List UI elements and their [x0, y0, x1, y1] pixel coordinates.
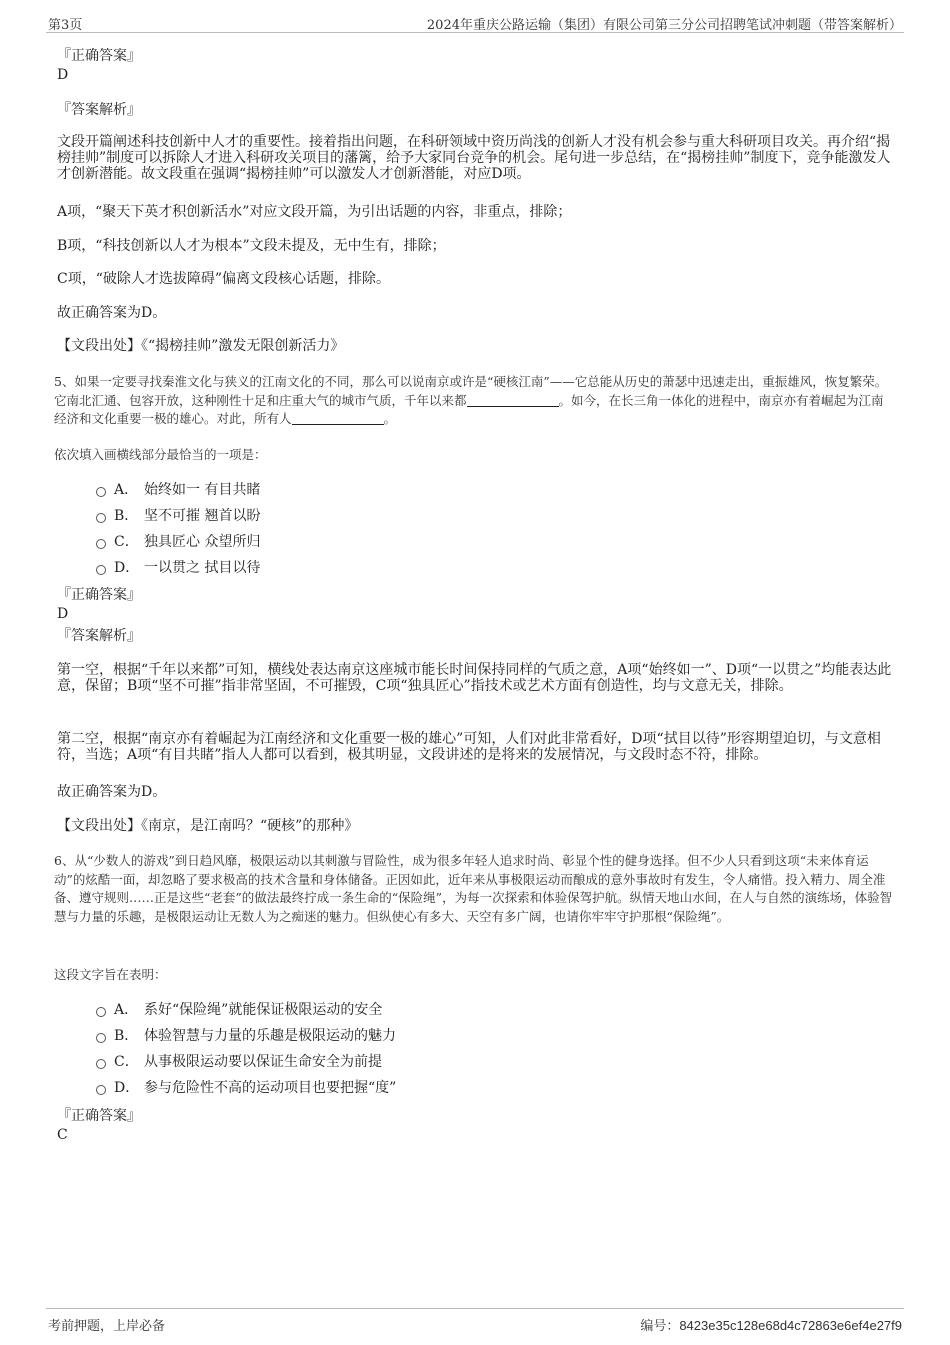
fill-blank-2 [292, 412, 384, 425]
q6-option-b[interactable]: B． 体验智慧与力量的乐趣是极限运动的魅力 [96, 1028, 396, 1045]
analysis-paragraph-2: 第二空，根据“南京亦有着崛起为江南经济和文化重要一极的雄心”可知，人们对此非常看好，D项“拭目以待”形容期望迫切，与文意相符，当选；A项“有目共睹”指人人都可以看到，极其明显，文段讲述的是将来的发展情况，与文段时态不符，排除。 [57, 731, 881, 763]
radio-icon[interactable] [96, 513, 106, 523]
document-title: 2024年重庆公路运输（集团）有限公司第三分公司招聘笔试冲刺题（带答案解析） [426, 18, 902, 33]
radio-icon[interactable] [96, 487, 106, 497]
answer-label: 『正确答案』 [57, 48, 141, 64]
footer-slogan: 考前押题，上岸必备 [48, 1319, 166, 1334]
answer-label: 『正确答案』 [57, 587, 141, 603]
source: 【文段出处】《南京，是江南吗？“硬核”的那种》 [57, 818, 359, 834]
radio-icon[interactable] [96, 1085, 106, 1095]
answer-value: C [57, 1127, 68, 1143]
q5-option-a[interactable]: A． 始终如一 有目共睹 [96, 482, 260, 499]
radio-icon[interactable] [96, 1033, 106, 1043]
answer-label: 『正确答案』 [57, 1108, 141, 1124]
analysis-option-c: C项，“破除人才选拔障碍”偏离文段核心话题，排除。 [57, 271, 391, 287]
analysis-paragraph-1: 第一空，根据“千年以来都”可知，横线处表达南京这座城市能长时间保持同样的气质之意，A项“始终如一”、D项“一以贯之”均能表达此意，保留；B项“坚不可摧”指非常坚固，不可摧毁，C项“独具匠心”指技术或艺术方面有创造性，均与文意无关，排除。 [57, 662, 892, 694]
analysis-option-a: A项，“聚天下英才积创新活水”对应文段开篇，为引出话题的内容，非重点，排除； [57, 204, 572, 220]
radio-icon[interactable] [96, 1007, 106, 1017]
analysis-label: 『答案解析』 [57, 102, 141, 118]
analysis-paragraph: 文段开篇阐述科技创新中人才的重要性。接着指出问题，在科研领域中资历尚浅的创新人才没有机会参与重大科研项目攻关。再介绍“揭榜挂帅”制度可以拆除人才进入科研攻关项目的藩篱，给予大家同台竞争的机会。尾句进一步总结，在“揭榜挂帅”制度下，竞争能激发人才创新潜能。故文段重在强调“揭榜挂帅”可以激发人才创新潜能，对应D项。 [57, 134, 891, 182]
question-6-prompt: 这段文字旨在表明： [54, 967, 167, 982]
radio-icon[interactable] [96, 1059, 106, 1069]
page-number: 第3页 [48, 18, 83, 33]
source: 【文段出处】《“揭榜挂帅”激发无限创新活力》 [57, 338, 345, 354]
q5-option-d[interactable]: D． 一以贯之 拭目以待 [96, 560, 260, 577]
analysis-option-b: B项，“科技创新以人才为根本”文段未提及，无中生有，排除； [57, 238, 446, 254]
q5-option-c[interactable]: C． 独具匠心 众望所归 [96, 534, 260, 551]
fill-blank-1 [467, 394, 559, 407]
q6-option-d[interactable]: D． 参与危险性不高的运动项目也要把握“度” [96, 1080, 396, 1097]
conclusion: 故正确答案为D。 [57, 784, 167, 800]
page-header [46, 12, 904, 33]
radio-icon[interactable] [96, 539, 106, 549]
page-footer [46, 1308, 904, 1333]
q6-option-a[interactable]: A． 系好“保险绳”就能保证极限运动的安全 [96, 1002, 382, 1019]
answer-value: D [57, 606, 69, 622]
question-5-prompt: 依次填入画横线部分最恰当的一项是： [54, 447, 267, 462]
q6-option-c[interactable]: C． 从事极限运动要以保证生命安全为前提 [96, 1054, 382, 1071]
answer-value: D [57, 67, 69, 83]
document-code: 编号：8423e35c128e68d4c72863e6ef4e27f9 [640, 1318, 902, 1334]
conclusion: 故正确答案为D。 [57, 305, 167, 321]
analysis-label: 『答案解析』 [57, 628, 141, 644]
radio-icon[interactable] [96, 565, 106, 575]
q5-option-b[interactable]: B． 坚不可摧 翘首以盼 [96, 508, 260, 525]
question-5-stem: 5、如果一定要寻找秦淮文化与狭义的江南文化的不同，那么可以说南京或许是“硬核江南”——它总能从历史的萧瑟中迅速走出，重振雄风，恢复繁荣。它南北汇通、包容开放，这种刚性十足和庄重大气的城市气质，千年以来都 。如今，在长三角一体化的进程中，南京亦有着崛起为江南经济和文化重要一极的雄心。对此，所有人 。 [54, 374, 888, 426]
question-6-stem: 6、从“少数人的游戏”到日趋风靡，极限运动以其刺激与冒险性，成为很多年轻人追求时尚、彰显个性的健身选择。但不少人只看到这项“未来体育运动”的炫酷一面，却忽略了要求极高的技术含量和身体储备。正因如此，近年来从事极限运动而酿成的意外事故时有发生，令人痛惜。投入精力、周全准备、遵守规则……正是这些“老套”的做法最终拧成一条生命的“保险绳”，为每一次探索和体验保驾护航。纵情天地山水间，在人与自然的演练场，体验智慧与力量的乐趣，是极限运动让无数人为之痴迷的魅力。但纵使心有多大、天空有多广阔，也请你牢牢守护那根“保险绳”。 [54, 853, 893, 924]
